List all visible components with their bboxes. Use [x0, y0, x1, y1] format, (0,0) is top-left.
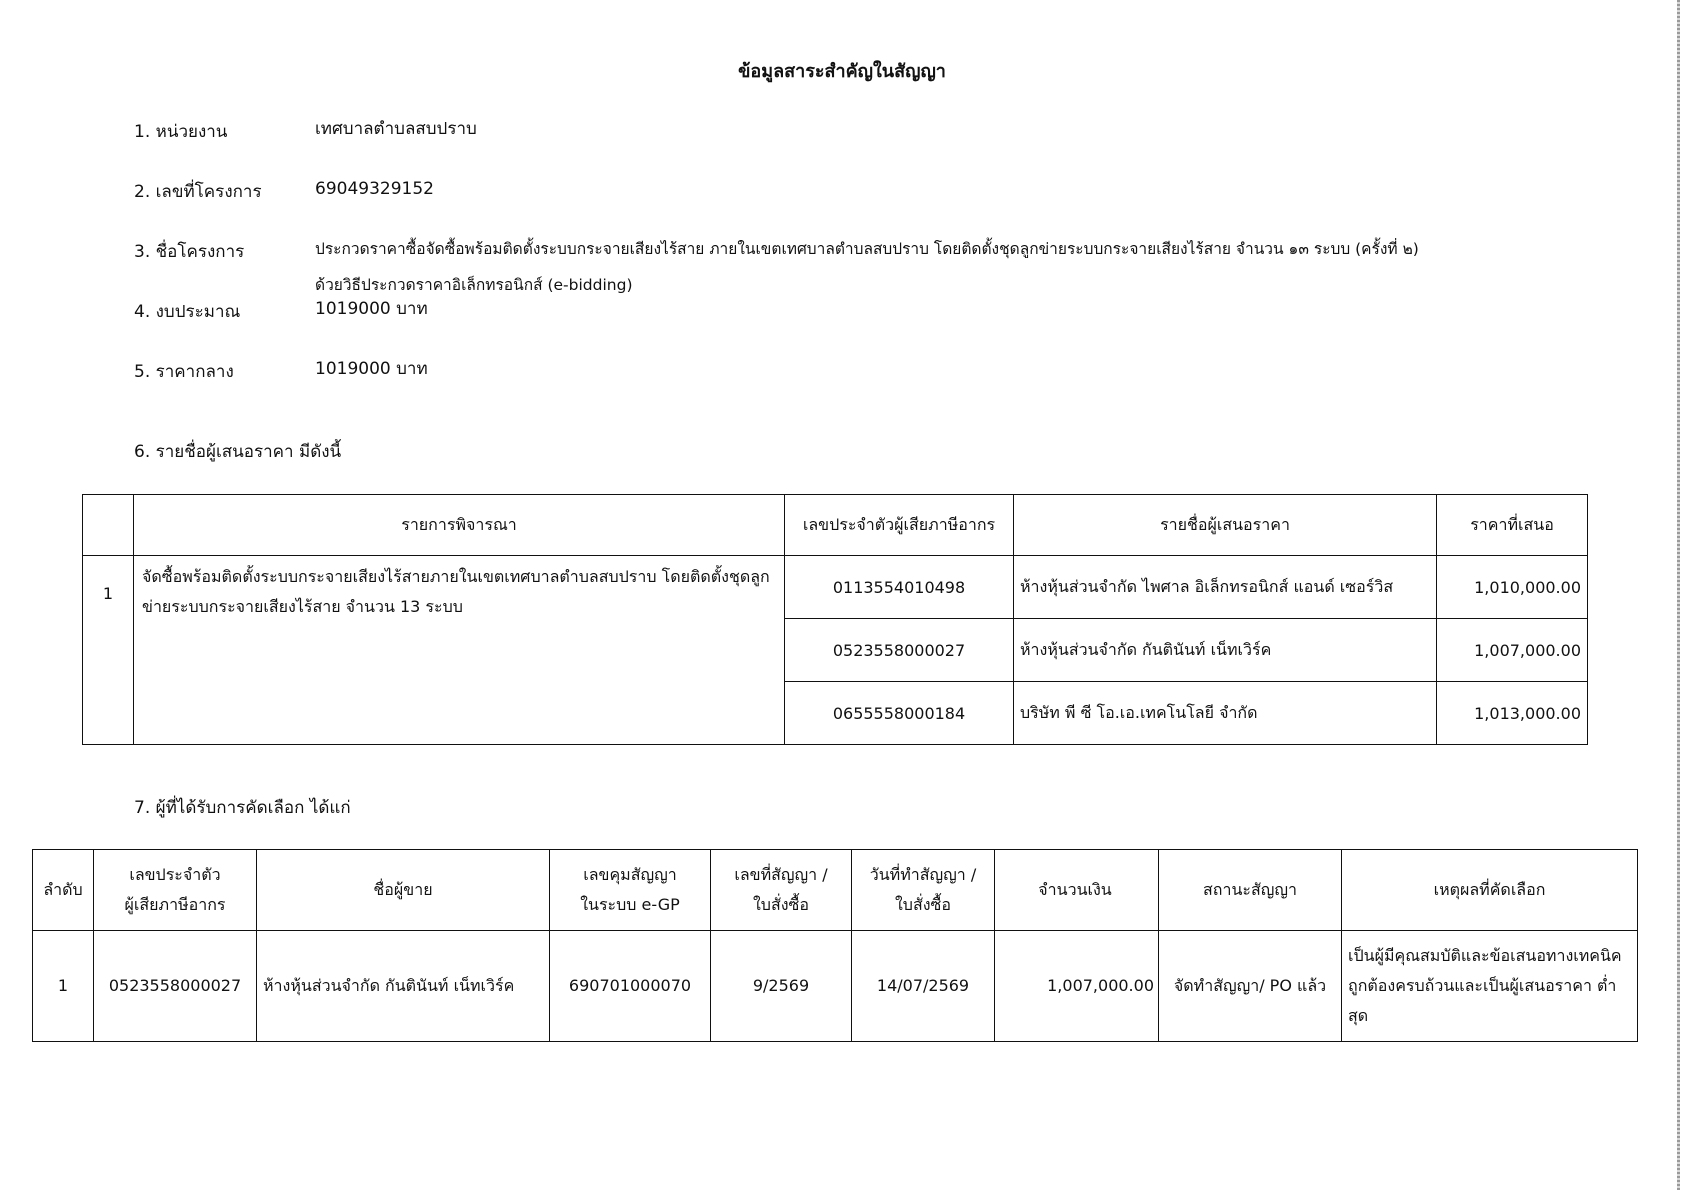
header-amount: จำนวนเงิน: [995, 850, 1159, 931]
bidder-tax-id: 0655558000184: [785, 682, 1014, 745]
winner-status: จัดทำสัญญา/ PO แล้ว: [1159, 931, 1342, 1042]
scan-edge-line: [1677, 0, 1680, 1190]
document-title: ข้อมูลสาระสำคัญในสัญญา: [738, 61, 946, 82]
item-number: 1: [83, 556, 134, 745]
bidder-name: บริษัท พี ซี โอ.เอ.เทคโนโลยี จำกัด: [1014, 682, 1437, 745]
header-offer-price: ราคาที่เสนอ: [1437, 495, 1588, 556]
header-date-line2: ใบสั่งซื้อ: [894, 895, 951, 914]
winner-name: ห้างหุ้นส่วนจำกัด กันตินันท์ เน็ทเวิร์ค: [257, 931, 550, 1042]
header-contract-line1: เลขที่สัญญา /: [734, 865, 828, 884]
header-no: [83, 495, 134, 556]
field-median-price-value: 1019000 บาท: [315, 359, 428, 379]
header-date-line1: วันที่ทำสัญญา /: [869, 865, 977, 884]
winner-contract-date: 14/07/2569: [852, 931, 995, 1042]
field-agency-value: เทศบาลตำบลสบปราบ: [315, 119, 477, 139]
winner-contract-number: 9/2569: [711, 931, 852, 1042]
header-order: ลำดับ: [33, 850, 94, 931]
header-egp-line1: เลขคุมสัญญา: [583, 865, 677, 884]
header-tax-id: เลขประจำตัวผู้เสียภาษีอากร: [785, 495, 1014, 556]
bidder-price: 1,010,000.00: [1437, 556, 1588, 619]
table-header-row: [83, 495, 1588, 556]
winner-order: 1: [33, 931, 94, 1042]
field-agency-label: 1. หน่วยงาน: [134, 122, 228, 142]
header-seller-name: ชื่อผู้ขาย: [257, 850, 550, 931]
header-contract-number: [711, 850, 852, 931]
field-median-price-label: 5. ราคากลาง: [134, 362, 234, 382]
header-status: สถานะสัญญา: [1159, 850, 1342, 931]
field-project-name-method: ด้วยวิธีประกวดราคาอิเล็กทรอนิกส์ (e-bidding): [315, 276, 633, 294]
field-project-number-value: 69049329152: [315, 179, 434, 199]
bidders-table: [82, 494, 1588, 745]
bidder-name: ห้างหุ้นส่วนจำกัด ไพศาล อิเล็กทรอนิกส์ แอนด์ เซอร์วิส: [1014, 556, 1437, 619]
field-budget-value: 1019000 บาท: [315, 299, 428, 319]
field-project-number-label: 2. เลขที่โครงการ: [134, 182, 262, 202]
field-project-name-value: ประกวดราคาซื้อจัดซื้อพร้อมติดตั้งระบบกระจายเสียงไร้สาย ภายในเขตเทศบาลตำบลสบปราบ โดยติดตั้งชุดลูกข่ายระบบกระจายเสียงไร้สาย จำนวน ๑๓ ระบบ (ครั้งที่ ๒): [315, 240, 1419, 258]
winner-reason: เป็นผู้มีคุณสมบัติและข้อเสนอทางเทคนิคถูกต้องครบถ้วนและเป็นผู้เสนอราคา ต่ำสุด: [1342, 931, 1638, 1042]
winner-table: [32, 849, 1638, 1042]
field-project-name-label: 3. ชื่อโครงการ: [134, 242, 245, 262]
table-header-row: [33, 850, 1638, 931]
header-egp-line2: ในระบบ e-GP: [580, 895, 680, 914]
header-tax-id-line2: ผู้เสียภาษีอากร: [124, 895, 226, 914]
header-tax-id-line1: เลขประจำตัว: [129, 865, 221, 884]
table-row: [33, 931, 1638, 1042]
header-contract-line2: ใบสั่งซื้อ: [752, 895, 809, 914]
table-row: [83, 556, 1588, 619]
bidder-name: ห้างหุ้นส่วนจำกัด กันตินันท์ เน็ทเวิร์ค: [1014, 619, 1437, 682]
field-budget-label: 4. งบประมาณ: [134, 302, 241, 322]
winner-amount: 1,007,000.00: [995, 931, 1159, 1042]
header-egp-number: [550, 850, 711, 931]
item-description: จัดซื้อพร้อมติดตั้งระบบกระจายเสียงไร้สายภายในเขตเทศบาลตำบลสบปราบ โดยติดตั้งชุดลูกข่ายระบบกระจายเสียงไร้สาย จำนวน 13 ระบบ: [134, 556, 785, 745]
bidders-heading: 6. รายชื่อผู้เสนอราคา มีดังนี้: [134, 442, 342, 462]
winner-heading: 7. ผู้ที่ได้รับการคัดเลือก ได้แก่: [134, 798, 351, 818]
header-item: รายการพิจารณา: [134, 495, 785, 556]
bidder-price: 1,007,000.00: [1437, 619, 1588, 682]
header-contract-date: [852, 850, 995, 931]
winner-tax-id: 0523558000027: [94, 931, 257, 1042]
winner-egp-number: 690701000070: [550, 931, 711, 1042]
header-reason: เหตุผลที่คัดเลือก: [1342, 850, 1638, 931]
bidder-tax-id: 0113554010498: [785, 556, 1014, 619]
bidder-price: 1,013,000.00: [1437, 682, 1588, 745]
header-bidder-name: รายชื่อผู้เสนอราคา: [1014, 495, 1437, 556]
header-tax-id: [94, 850, 257, 931]
bidder-tax-id: 0523558000027: [785, 619, 1014, 682]
